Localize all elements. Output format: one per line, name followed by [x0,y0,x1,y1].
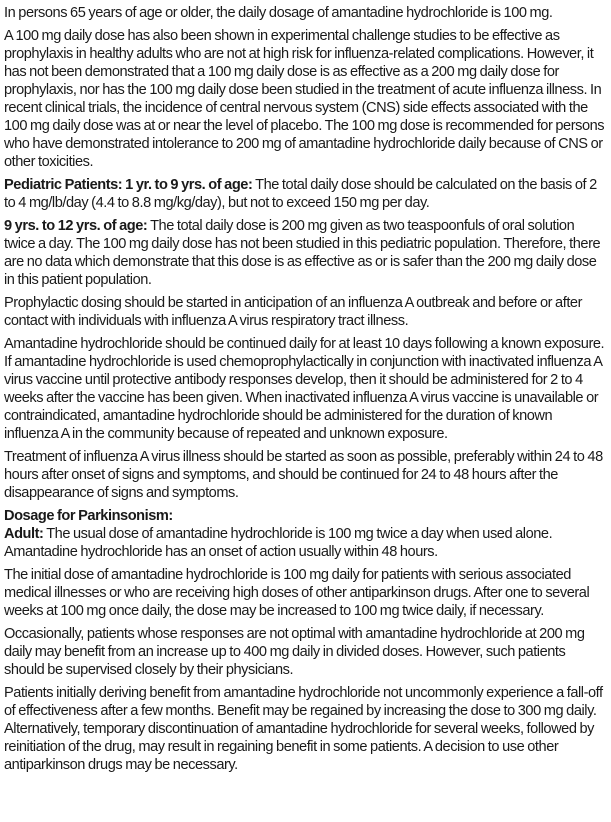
paragraph-text: The total daily dose is 200 mg given as two teaspoonfuls of oral solution twice a day. The 100 mg daily dose has not been studied in this pediatric population. Therefore, there are no data which demonstrate that this dose is as effective as or is safer than the 200 mg daily dose in this patient population. [4,218,601,288]
parkinsonism-heading: Dosage for Parkinsonism: [4,508,173,524]
pediatric-9-to-12-heading: 9 yrs. to 12 yrs. of age: [4,218,148,234]
paragraph-text: Treatment of influenza A virus illness should be started as soon as possible, preferably within 24 to 48 hours after onset of signs and symptoms, and should be continued for 24 to 48 hours after the disappearance of signs and symptoms. [4,449,603,501]
pediatric-9-to-12-paragraph [4,217,607,289]
paragraph-text: Amantadine hydrochloride should be continued daily for at least 10 days following a known exposure. If amantadine hydrochloride is used chemoprophylactically in conjunction with inactivated influenza A virus vaccine until protective antibody responses develop, then it should be administered for 2 to 4 weeks after the vaccine has been given. When inactivated influenza A virus vaccine is unavailable or contraindicated, amantadine hydrochloride should be administered for the duration of known influenza A in the community because of repeated and unknown exposure. [4,336,605,442]
low-dose-prophylaxis-paragraph [4,27,607,171]
adult-heading: Adult: [4,526,44,542]
paragraph-text: A 100 mg daily dose has also been shown in experimental challenge studies to be effective as prophylaxis in healthy adults who are not at high risk for influenza-related complications. However, it has not been demonstrated that a 100 mg daily dose is as effective as a 200 mg daily dose for prophylaxis, nor has the 100 mg daily dose been studied in the treatment of acute influenza illness. In recent clinical trials, the incidence of central nervous system (CNS) side effects associated with the 100 mg daily dose was at or near the level of placebo. The 100 mg dose is recommended for persons who have demonstrated intolerance to 200 mg of amantadine hydrochloride daily because of CNS or other toxicities. [4,28,605,170]
paragraph-text: In persons 65 years of age or older, the daily dosage of amantadine hydrochloride is 100 mg. [4,5,553,21]
paragraph-text: Patients initially deriving benefit from amantadine hydrochloride not uncommonly experience a fall-off of effectiveness after a few months. Benefit may be regained by increasing the dose to 300 mg daily. Alternatively, temporary discontinuation of amantadine hydrochloride for several weeks, followed by reinitiation of the drug, may result in regaining benefit in some patients. A decision to use other antiparkinson drugs may be necessary. [4,685,603,773]
paragraph-text: Occasionally, patients whose responses are not optimal with amantadine hydrochloride at 200 mg daily may benefit from an increase up to 400 mg daily in divided doses. However, such patients should be supervised closely by their physicians. [4,626,585,678]
adult-dosage-paragraph [4,525,607,561]
elderly-dosage-paragraph [4,4,607,22]
treatment-paragraph [4,448,607,502]
fall-off-paragraph [4,684,607,774]
pediatric-1-to-9-paragraph [4,176,607,212]
parkinsonism-section-heading [4,507,607,525]
continuation-paragraph [4,335,607,443]
prophylactic-dosing-paragraph [4,294,607,330]
paragraph-text: The initial dose of amantadine hydrochloride is 100 mg daily for patients with serious associated medical illnesses or who are receiving high doses of other antiparkinson drugs. After one to several weeks at 100 mg once daily, the dose may be increased to 100 mg twice daily, if necessary. [4,567,590,619]
paragraph-text: The usual dose of amantadine hydrochloride is 100 mg twice a day when used alone. Amantadine hydrochloride has an onset of action usually within 48 hours. [4,526,553,560]
paragraph-text: Prophylactic dosing should be started in anticipation of an influenza A outbreak and before or after contact with individuals with influenza A virus respiratory tract illness. [4,295,582,329]
paragraph-text: The total daily dose should be calculated on the basis of 2 to 4 mg/lb/day (4.4 to 8.8 mg/kg/day), but not to exceed 150 mg per day. [4,177,597,211]
pediatric-1-to-9-heading: Pediatric Patients: 1 yr. to 9 yrs. of age: [4,177,253,193]
initial-dose-paragraph [4,566,607,620]
dose-increase-paragraph [4,625,607,679]
